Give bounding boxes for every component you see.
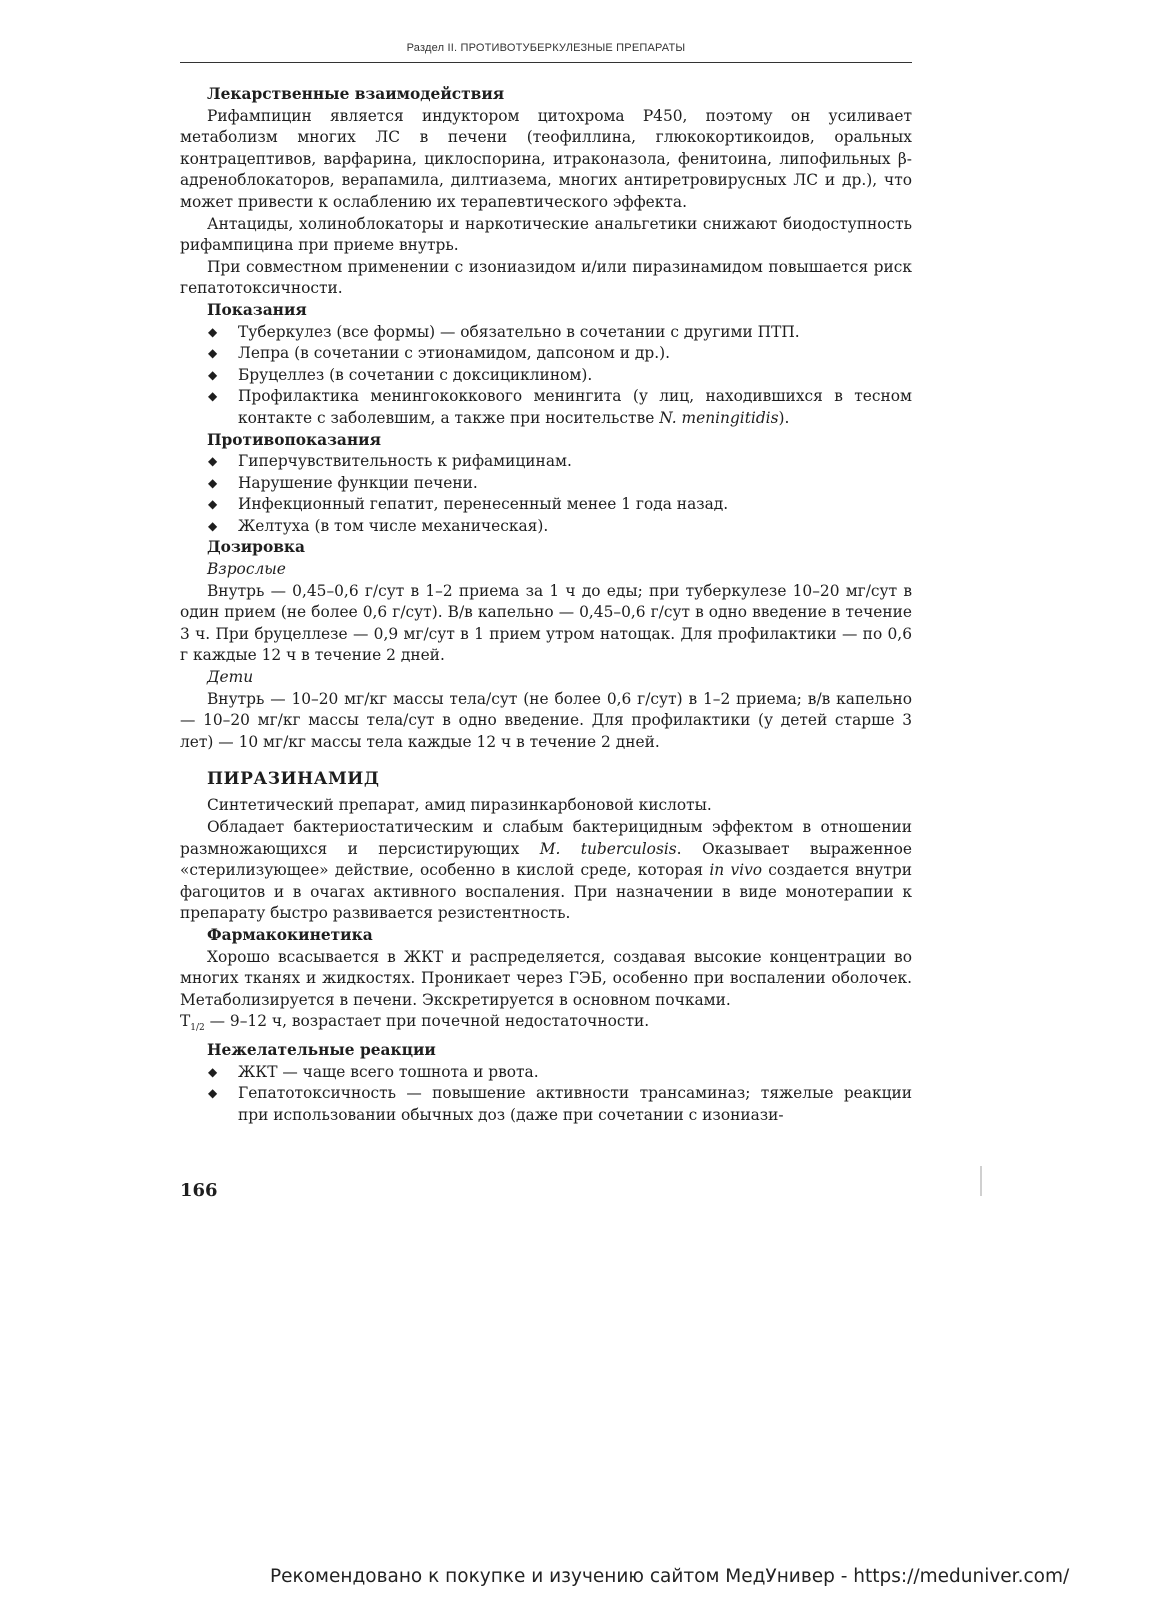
- list-item-text-end: ).: [778, 408, 790, 427]
- effect-text-a: Обладает бактериостатическим и слабым бактерицидным эффектом в отношении размножающихся и персистирующих: [180, 818, 912, 858]
- list-item: [180, 343, 912, 365]
- list-item-text: Лепра (в сочетании с этионамидом, дапсоном и др.).: [238, 344, 670, 363]
- header-rule: [180, 62, 912, 63]
- interactions-paragraph-3: При совместном применении с изониазидом и/или пиразинамидом повышается риск гепатотоксичности.: [180, 257, 912, 298]
- dosage-children-text: Внутрь — 10–20 мг/кг массы тела/сут (не более 0,6 г/сут) в 1–2 приема; в/в капельно — 10–20 мг/кг массы тела/сут в одно введение. Для профилактики (у детей старше 3 лет) — 10 мг/кг массы тела каждые 12 ч в течение 2 дней.: [180, 689, 912, 751]
- list-item-text: Нарушение функции печени.: [238, 473, 478, 492]
- dosage-heading: Дозировка: [207, 538, 305, 557]
- list-item-text: ЖКТ — чаще всего тошнота и рвота.: [238, 1062, 539, 1081]
- bullet-icon: ◆: [208, 389, 218, 404]
- list-item: [180, 365, 912, 387]
- bullet-icon: ◆: [208, 518, 218, 533]
- list-item-text: Инфекционный гепатит, перенесенный менее 1 года назад.: [238, 495, 729, 514]
- bullet-icon: ◆: [208, 1064, 218, 1079]
- drug-intro: Синтетический препарат, амид пиразинкарбоновой кислоты.: [207, 796, 712, 815]
- contraindications-heading: Противопоказания: [207, 430, 381, 449]
- list-item: [180, 1062, 912, 1084]
- bullet-icon: ◆: [208, 475, 218, 490]
- list-item-text: Бруцеллез (в сочетании с доксициклином).: [238, 365, 593, 384]
- contraindications-list: [180, 451, 912, 537]
- scan-edge-mark: [980, 1166, 982, 1196]
- half-life-line: [180, 1011, 912, 1040]
- half-life-subscript: 1/2: [190, 1023, 205, 1034]
- interactions-heading: Лекарственные взаимодействия: [207, 85, 505, 103]
- running-head: Раздел II. ПРОТИВОТУБЕРКУЛЕЗНЫЕ ПРЕПАРАТЫ: [406, 42, 686, 54]
- drug-effect-paragraph: [180, 817, 912, 925]
- pharmacokinetics-heading: Фармакокинетика: [207, 925, 373, 944]
- half-life-symbol: T: [180, 1012, 191, 1031]
- in-vivo-term: in vivo: [709, 861, 763, 880]
- list-item-text: Гиперчувствительность к рифамицинам.: [238, 452, 572, 471]
- species-name: N. meningitidis: [659, 408, 779, 427]
- pharmacokinetics-text: Хорошо всасывается в ЖКТ и распределяется, создавая высокие концентрации во многих тканях и жидкостях. Проникает через ГЭБ, особенно при воспалении оболочек. Метаболизируется в печени. Экскретируется в основном почками.: [180, 947, 912, 1009]
- page-body: [180, 84, 912, 1126]
- bullet-icon: ◆: [208, 346, 218, 361]
- list-item-text: Туберкулез (все формы) — обязательно в сочетании с другими ПТП.: [238, 322, 800, 341]
- bullet-icon: ◆: [208, 454, 218, 469]
- drug-title: ПИРАЗИНАМИД: [207, 769, 380, 790]
- effect-text-c: создается внутри фагоцитов и в очагах активного воспаления. При назначении в виде монотерапии к препарату быстро развивается резистентность.: [180, 861, 912, 923]
- page-number: 166: [180, 1180, 218, 1201]
- list-item: [180, 516, 912, 538]
- bullet-icon: ◆: [208, 1086, 218, 1101]
- half-life-text: — 9–12 ч, возрастает при почечной недостаточности.: [204, 1012, 650, 1031]
- footer-note: Рекомендовано к покупке и изучению сайтом МедУнивер - https://meduniver.com/: [270, 1566, 1070, 1587]
- bullet-icon: ◆: [208, 367, 218, 382]
- dosage-children-label: Дети: [207, 668, 254, 687]
- indications-list: [180, 322, 912, 430]
- indications-heading: Показания: [207, 300, 307, 319]
- list-item: [180, 1083, 912, 1126]
- list-item: [180, 451, 912, 473]
- effect-text-b: . Оказывает выраженное «стерилизующее» действие, особенно в кислой среде, которая: [180, 839, 912, 880]
- list-item: [180, 386, 912, 429]
- list-item-text: Гепатотоксичность — повышение активности трансаминаз; тяжелые реакции при использовании обычных доз (даже при сочетании с изониази-: [238, 1084, 912, 1124]
- adverse-reactions-list: [180, 1062, 912, 1127]
- list-item: [180, 473, 912, 495]
- dosage-adults-label: Взрослые: [207, 560, 286, 579]
- interactions-paragraph-2: Антациды, холиноблокаторы и наркотические анальгетики снижают биодоступность рифампицина при приеме внутрь.: [180, 214, 912, 255]
- list-item-text: Желтуха (в том числе механическая).: [238, 516, 549, 535]
- adverse-reactions-heading: Нежелательные реакции: [207, 1041, 436, 1060]
- list-item: [180, 322, 912, 344]
- list-item: [180, 494, 912, 516]
- bullet-icon: ◆: [208, 497, 218, 512]
- dosage-adults-text: Внутрь — 0,45–0,6 г/сут в 1–2 приема за 1 ч до еды; при туберкулезе 10–20 мг/сут в один прием (не более 0,6 г/сут). В/в капельно — 0,45–0,6 г/сут в одно введение в течение 3 ч. При бруцеллезе — 0,9 мг/сут в 1 прием утром натощак. Для профилактики — по 0,6 г каждые 12 ч в течение 2 дней.: [180, 581, 912, 665]
- interactions-paragraph-1: Рифампицин является индуктором цитохрома P450, поэтому он усиливает метаболизм многих ЛС в печени (теофиллина, глюкокортикоидов, оральных контрацептивов, варфарина, циклоспорина, итраконазола, фенитоина, липофильных β-адреноблокаторов, верапамила, дилтиазема, многих антиретровирусных ЛС и др.), что может привести к ослаблению их терапевтического эффекта.: [180, 106, 912, 211]
- list-item-text: Профилактика менингококкового менингита (у лиц, находившихся в тесном контакте с заболевшим, а также при носительстве: [238, 387, 912, 427]
- species-name: M. tuberculosis: [539, 839, 677, 858]
- bullet-icon: ◆: [208, 324, 218, 339]
